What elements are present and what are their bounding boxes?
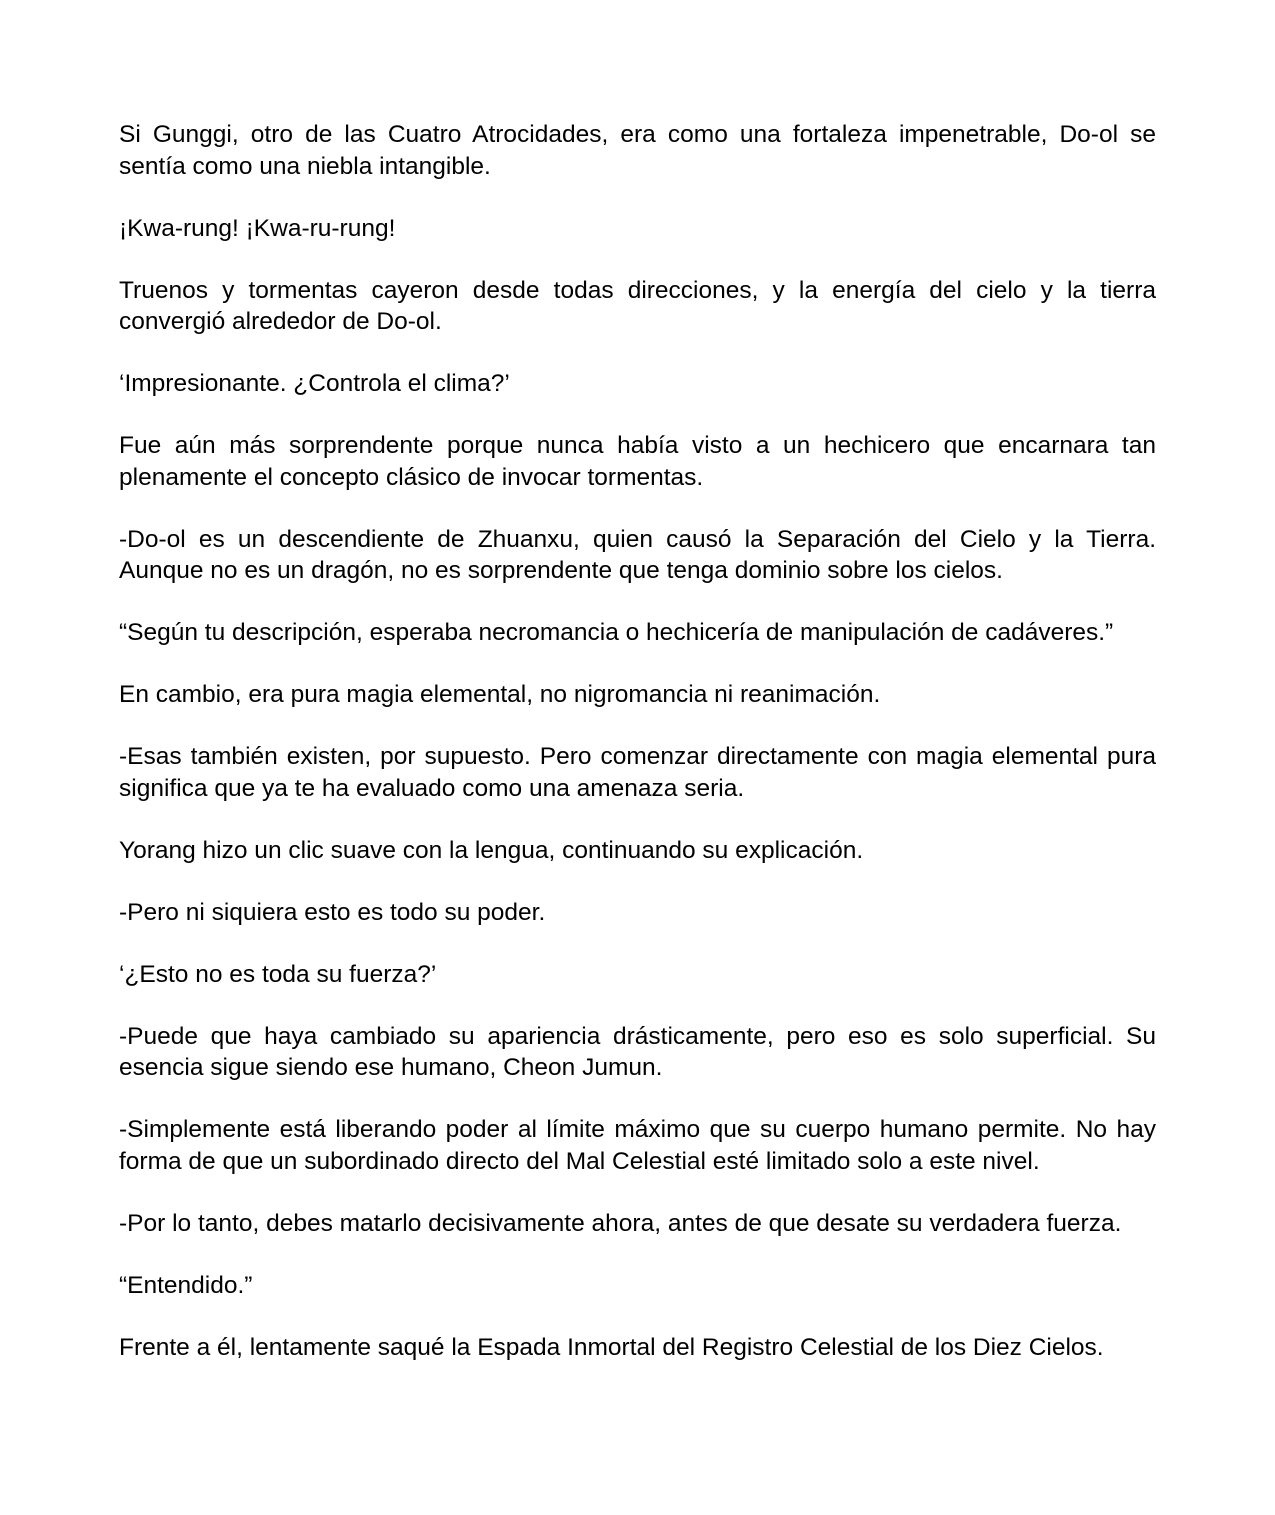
- paragraph-13: -Puede que haya cambiado su apariencia drásticamente, pero eso es solo superficial. Su esencia sigue siendo ese humano, Cheon Jumun.: [119, 1022, 1156, 1081]
- paragraph-3: Truenos y tormentas cayeron desde todas direcciones, y la energía del cielo y la tierra convergió alrededor de Do-ol.: [119, 276, 1156, 335]
- paragraph-10: Yorang hizo un clic suave con la lengua, continuando su explicación.: [119, 836, 864, 864]
- paragraph-2: ¡Kwa-rung! ¡Kwa-ru-rung!: [119, 214, 396, 242]
- paragraph-6: -Do-ol es un descendiente de Zhuanxu, quien causó la Separación del Cielo y la Tierra. Aunque no es un dragón, no es sorprendente que tenga dominio sobre los cielos.: [119, 525, 1156, 584]
- paragraph-7: “Según tu descripción, esperaba necromancia o hechicería de manipulación de cadáveres.”: [119, 619, 1114, 646]
- paragraph-17: Frente a él, lentamente saqué la Espada Inmortal del Registro Celestial de los Diez Cielos.: [119, 1333, 1104, 1361]
- paragraph-4: ‘Impresionante. ¿Controla el clima?’: [119, 370, 510, 397]
- paragraph-1: Si Gunggi, otro de las Cuatro Atrocidades, era como una fortaleza impenetrable, Do-ol se sentía como una niebla intangible.: [119, 121, 1156, 180]
- paragraph-16: “Entendido.”: [119, 1271, 253, 1299]
- paragraph-8: En cambio, era pura magia elemental, no nigromancia ni reanimación.: [119, 681, 881, 708]
- paragraph-11: -Pero ni siquiera esto es todo su poder.: [119, 898, 546, 926]
- paragraph-14: -Simplemente está liberando poder al límite máximo que su cuerpo humano permite. No hay forma de que un subordinado directo del Mal Celestial esté limitado solo a este nivel.: [119, 1116, 1156, 1175]
- document-page: [119, 119, 1156, 1363]
- paragraph-15: -Por lo tanto, debes matarlo decisivamente ahora, antes de que desate su verdadera fuerza.: [119, 1209, 1122, 1237]
- paragraph-5: Fue aún más sorprendente porque nunca había visto a un hechicero que encarnara tan plenamente el concepto clásico de invocar tormentas.: [119, 432, 1156, 491]
- paragraph-12: ‘¿Esto no es toda su fuerza?’: [119, 960, 437, 988]
- paragraph-9: -Esas también existen, por supuesto. Pero comenzar directamente con magia elemental pura significa que ya te ha evaluado como una amenaza seria.: [119, 743, 1156, 802]
